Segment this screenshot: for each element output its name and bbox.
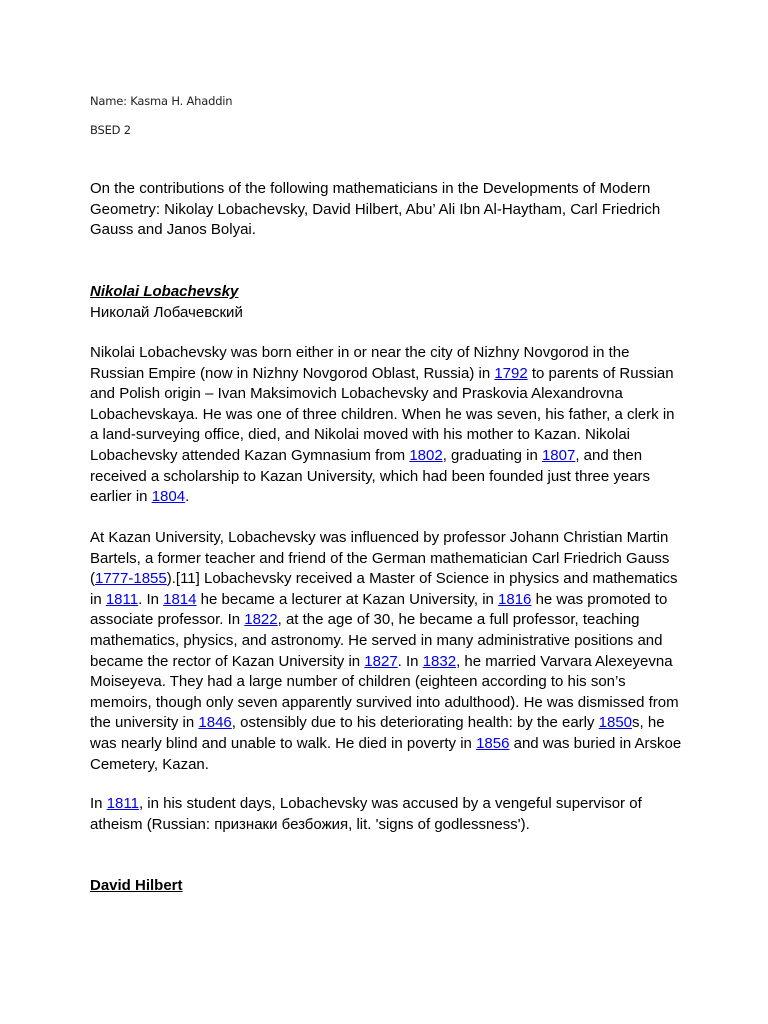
year-link[interactable]: 1814	[163, 590, 197, 608]
text: ).[11] Lobachevsky received a Master of Science in physics and mathematics in	[90, 570, 678, 608]
year-link[interactable]: 1816	[498, 590, 532, 608]
text: .	[185, 488, 190, 506]
intro-paragraph: On the contributions of the following mathematicians in the Developments of Modern Geometry: Nikolay Lobachevsky, David Hilbert, Abu’ Ali Ibn Al-Haytham, Carl Friedrich Gauss and Janos Bolyai.	[90, 180, 661, 239]
text: . In	[397, 652, 423, 670]
year-link[interactable]: 1856	[476, 734, 510, 752]
year-link[interactable]: 1832	[422, 652, 457, 670]
year-link[interactable]: 1802	[409, 446, 443, 464]
text: , in his student days, Lobachevsky was accused by a vengeful supervisor of atheism (Russian: признаки безбожия, lit. 'signs of godlessness').	[90, 795, 642, 833]
year-link[interactable]: 1846	[198, 714, 232, 732]
section-heading-hilbert: David Hilbert	[90, 877, 183, 894]
paragraph-biography	[90, 343, 682, 508]
text: , graduating in	[442, 446, 542, 464]
year-link[interactable]: 1850	[598, 714, 633, 732]
text: s, he was nearly blind and unable to walk. He died in poverty in	[90, 714, 665, 752]
paragraph-career	[90, 528, 682, 775]
text: In	[90, 795, 107, 812]
year-link[interactable]: 1827	[364, 652, 398, 670]
student-name: Name: Kasma H. Ahaddin	[90, 94, 233, 108]
text: to parents of Russian and Polish origin – Ivan Maksimovich Lobachevsky and Praskovia Alexandrovna Lobachevskaya. He was one of three children. When he was seven, his father, a clerk in a land-surveying office, died, and Nikolai moved with his mother to Kazan. Nikolai Lobachevsky attended Kazan Gymnasium from	[90, 364, 675, 464]
text: , at the age of 30, he became a full professor, teaching mathematics, physics, and astronomy. He served in many administrative positions and became the rector of Kazan University in	[90, 611, 663, 670]
year-link[interactable]: 1811	[106, 795, 139, 812]
year-link[interactable]: 1792	[494, 364, 528, 382]
text: he became a lecturer at Kazan University, in	[196, 590, 499, 608]
russian-name: Николай Лобачевский	[90, 304, 243, 321]
course-label: BSED 2	[90, 123, 131, 137]
year-link[interactable]: 1804	[151, 488, 186, 506]
text: Nikolai Lobachevsky was born either in or near the city of Nizhny Novgorod in the Russian Empire (now in Nizhny Novgorod Oblast, Russia) in	[90, 344, 630, 382]
year-link[interactable]: 1807	[541, 446, 576, 464]
text: At Kazan University, Lobachevsky was influenced by professor Johann Christian Martin Bartels, a former teacher and friend of the German mathematician Carl Friedrich Gauss (	[90, 529, 670, 588]
paragraph-atheism	[90, 794, 682, 835]
text: . In	[138, 590, 164, 608]
text: he was promoted to associate professor. In	[90, 590, 668, 629]
section-heading-lobachevsky: Nikolai Lobachevsky	[90, 283, 239, 300]
year-link[interactable]: 1811	[105, 590, 139, 608]
text: and was buried in Arskoe Cemetery, Kazan.	[90, 734, 682, 773]
year-range-link[interactable]: 1777-1855	[95, 570, 167, 588]
year-link[interactable]: 1822	[244, 611, 278, 629]
text: , and then received a scholarship to Kazan University, which had been founded just three years earlier in	[90, 446, 651, 506]
text: , ostensibly due to his deteriorating health: by the early	[231, 714, 599, 732]
text: , he married Varvara Alexeyevna Moiseyeva. They had a large number of children (eighteen according to his son’s memoirs, though only seven apparently survived into adulthood). He was dismissed from the university in	[90, 652, 679, 732]
